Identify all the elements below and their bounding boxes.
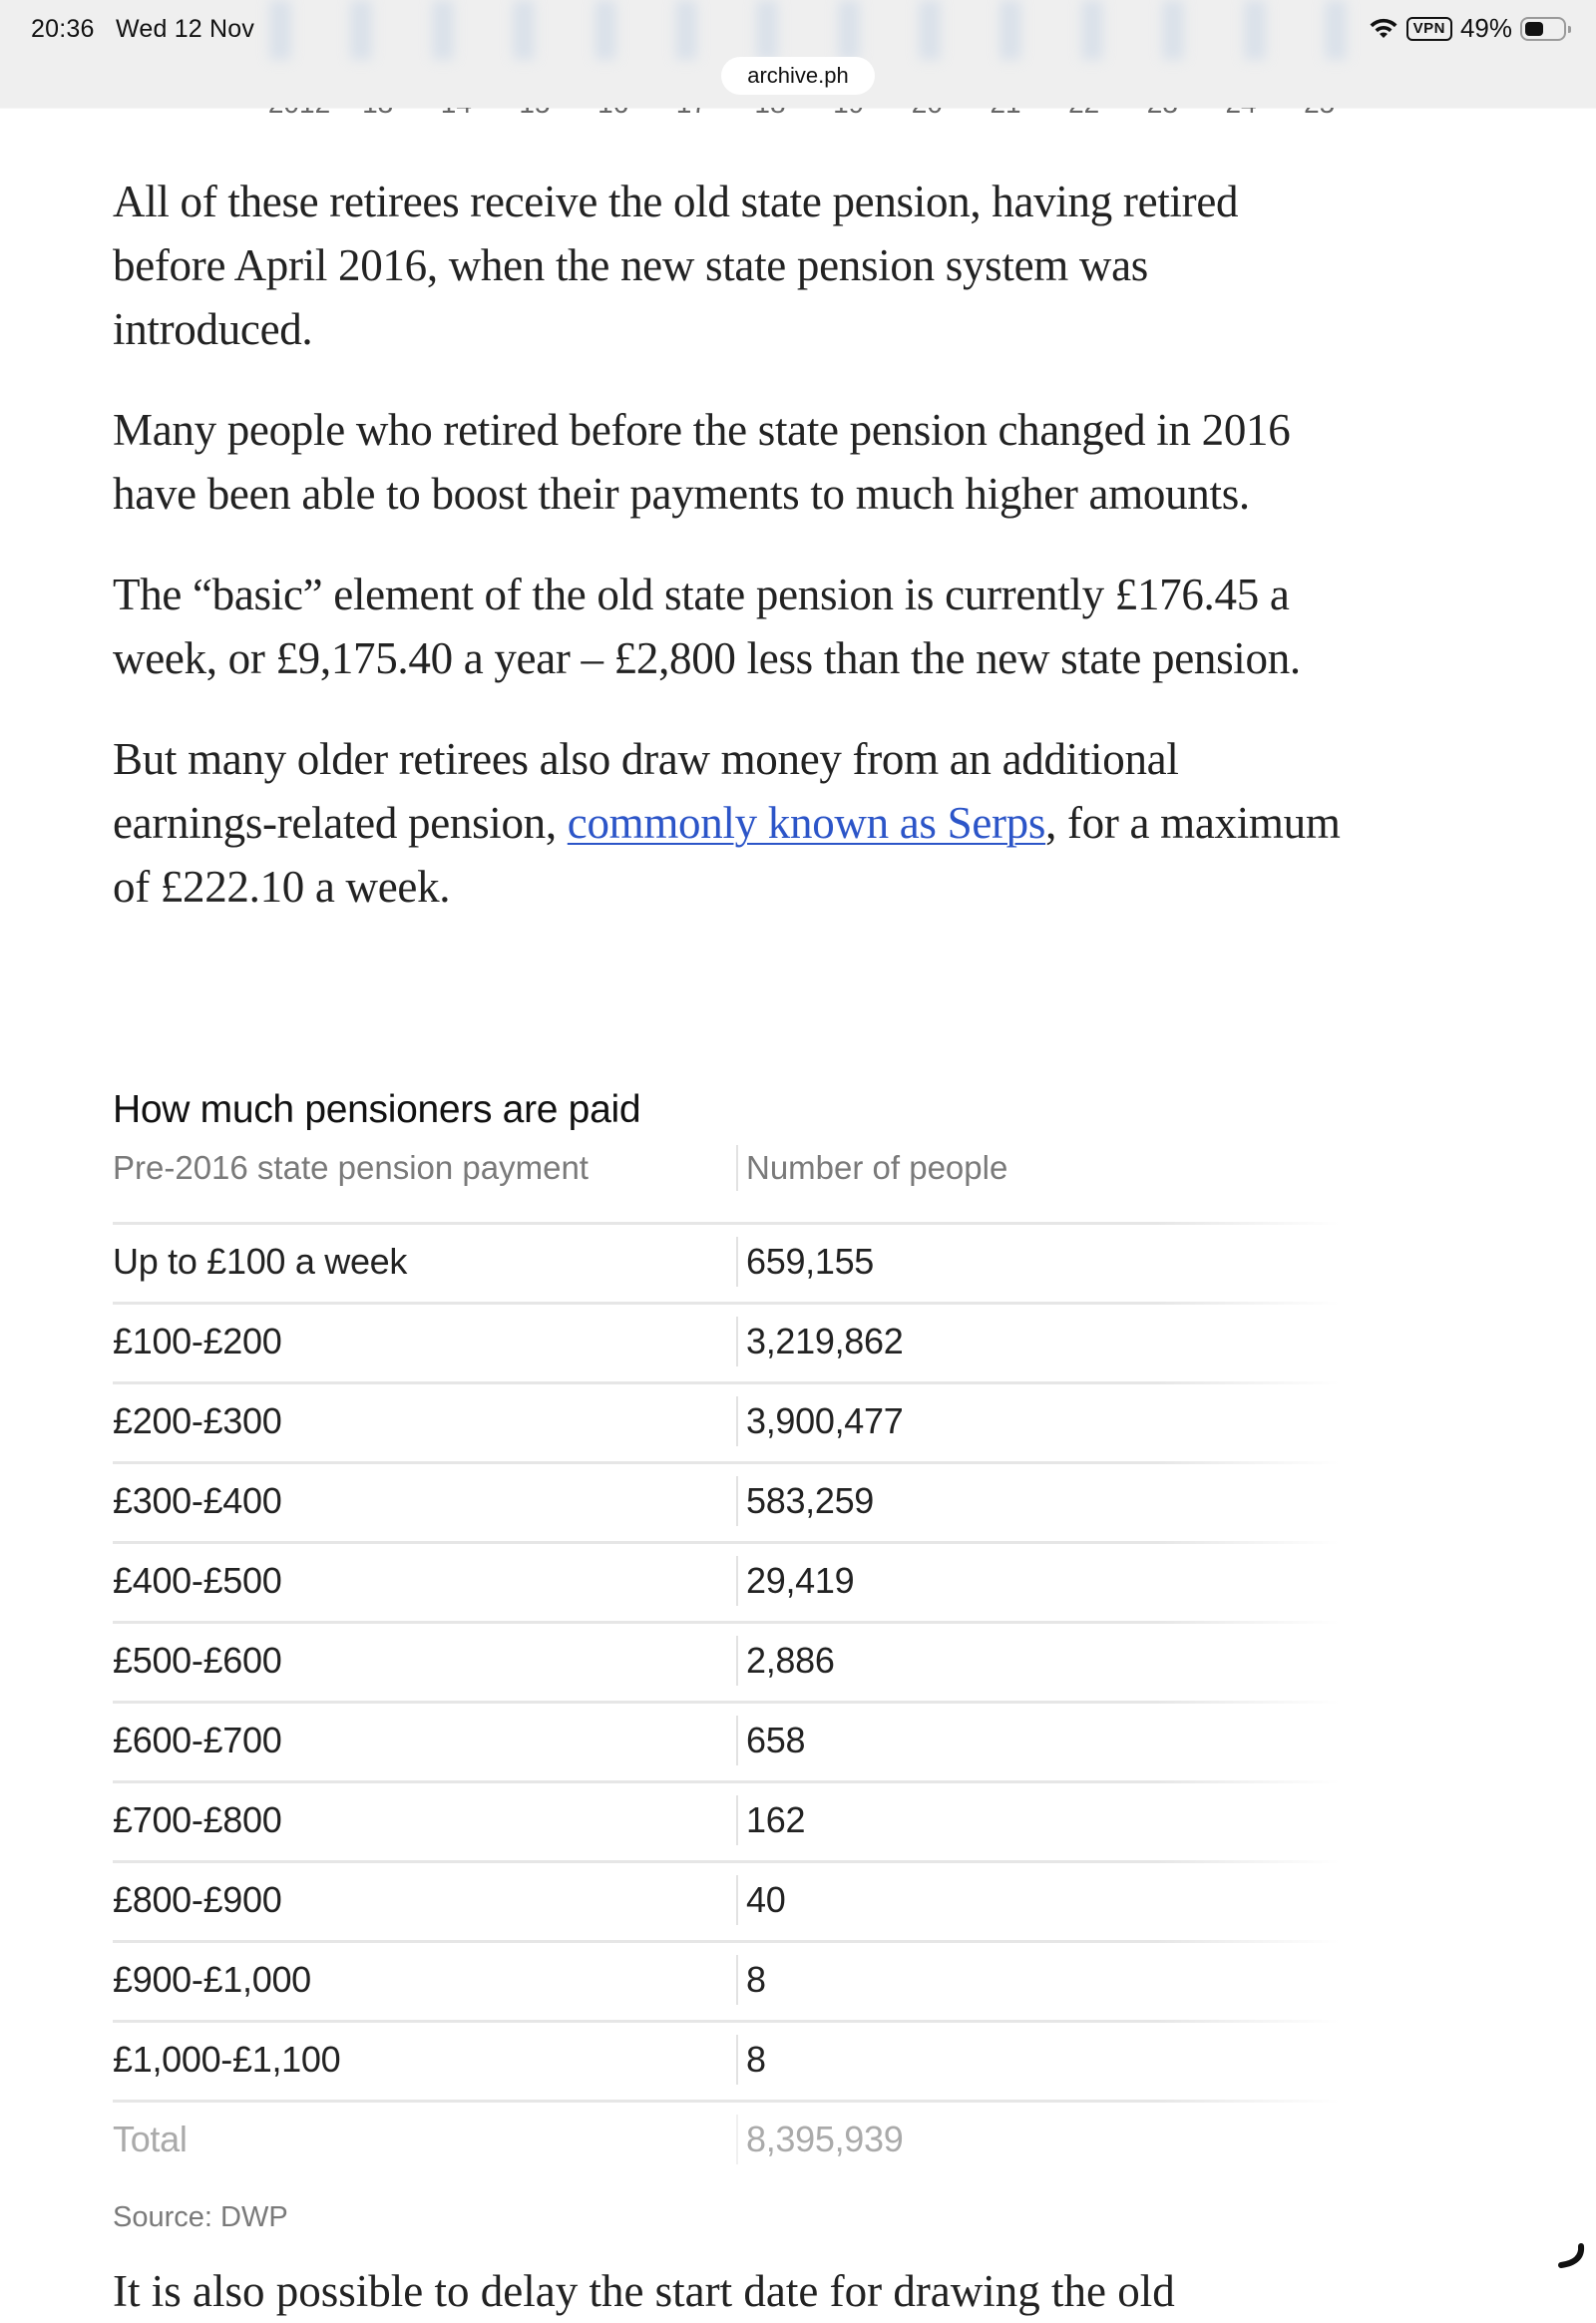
status-bar [0,0,1596,108]
vpn-badge: VPN [1406,17,1452,41]
wifi-icon [1369,17,1398,41]
payment-band: £1,000-£1,100 [113,2039,341,2080]
date: Wed 12 Nov [116,15,255,43]
table-row [113,1541,1340,1621]
table-row [113,1222,1340,1302]
article-paragraph: Many people who retired before the state pension changed in 2016 have been able to boost their payments to much higher amounts. [113,405,1291,519]
next-paragraph-cutoff: It is also possible to delay the start date for drawing the old [113,2266,1175,2316]
column-header-payment: Pre-2016 state pension payment [113,1149,589,1186]
status-indicators [1369,13,1566,44]
status-time [31,15,254,44]
number-of-people: 3,219,862 [736,1317,1340,1366]
serps-link[interactable]: commonly known as Serps [567,798,1046,848]
total-label: Total [113,2119,188,2159]
article-body [113,170,1350,956]
table-row [113,1621,1340,1701]
table-row [113,1701,1340,1780]
paragraph-text: But many older retirees also draw money from an additional earnings-related pension, [113,734,1179,848]
number-of-people: 583,259 [736,1476,1340,1526]
url-bar[interactable] [721,57,875,95]
number-of-people: 29,419 [736,1556,1340,1606]
table-row-total [113,2100,1340,2179]
number-of-people: 2,886 [736,1636,1340,1686]
table-row [113,1302,1340,1381]
number-of-people: 40 [736,1875,1340,1925]
payment-band: £200-£300 [113,1400,282,1441]
table-row [113,1940,1340,2020]
number-of-people: 3,900,477 [736,1396,1340,1446]
table-row [113,1461,1340,1541]
payment-band: Up to £100 a week [113,1241,408,1282]
table-row [113,1381,1340,1461]
number-of-people: 8 [736,2035,1340,2085]
table-title: How much pensioners are paid [113,1088,641,1131]
total-value: 8,395,939 [736,2115,1340,2164]
loading-spinner-icon [1552,2240,1586,2270]
url-text: archive.ph [747,63,849,88]
number-of-people: 658 [736,1716,1340,1765]
payment-band: £400-£500 [113,1560,282,1601]
number-of-people: 659,155 [736,1237,1340,1287]
battery-percent: 49% [1459,13,1512,43]
table-body [113,1222,1340,2100]
payment-band: £600-£700 [113,1720,282,1760]
table-row [113,1780,1340,1860]
table-row [113,2020,1340,2100]
article-paragraph-serps [113,727,1350,919]
column-header-people: Number of people [736,1145,1340,1191]
table-row [113,1860,1340,1940]
battery-icon [1520,17,1566,41]
payment-band: £800-£900 [113,1879,282,1920]
article-paragraph: The “basic” element of the old state pension is currently £176.45 a week, or £9,175.40 a year – £2,800 less than the new state pension. [113,570,1301,683]
blurred-chart-bars [269,0,1347,65]
paragraph-text: , for a maximum of £222.10 a week. [113,798,1341,912]
payment-band: £300-£400 [113,1480,282,1521]
payment-band: £500-£600 [113,1640,282,1681]
table-header [113,1138,1340,1198]
pension-table [113,1082,1340,2234]
table-source: Source: DWP [113,2201,288,2233]
payment-band: £900-£1,000 [113,1959,311,2000]
clock: 20:36 [31,15,95,43]
number-of-people: 8 [736,1955,1340,2005]
payment-band: £700-£800 [113,1799,282,1840]
number-of-people: 162 [736,1795,1340,1845]
article-paragraph: All of these retirees receive the old state pension, having retired before April 2016, when the new state pension system was introduced. [113,177,1239,354]
payment-band: £100-£200 [113,1321,282,1361]
